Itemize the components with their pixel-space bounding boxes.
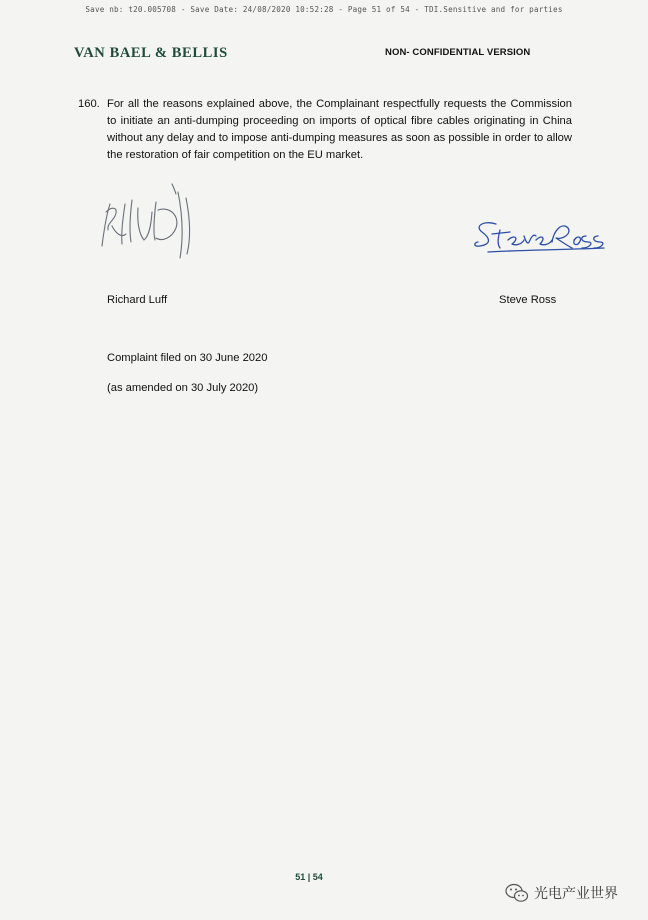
- steve-ross-signature: [470, 216, 610, 256]
- richard-luff-signature: [92, 182, 204, 266]
- signatory-name-steve-ross: Steve Ross: [499, 294, 557, 306]
- wechat-watermark: [505, 880, 618, 906]
- paragraph-160: [78, 96, 572, 164]
- paragraph-number: 160.: [78, 98, 100, 110]
- save-info-line: Save nb: t20.005708 - Save Date: 24/08/2020 10:52:28 - Page 51 of 54 - TDI.Sensitive and for parties: [85, 5, 563, 14]
- signatory-name-richard-luff: Richard Luff: [107, 294, 168, 306]
- watermark-text: 光电产业世界: [534, 886, 618, 902]
- paragraph-text: For all the reasons explained above, the Complainant respectfully requests the Commission to initiate an anti-dumping proceeding on imports of optical fibre cables originating in China without any delay and to impose anti-dumping measures as soon as possible in order to allow the restoration of fair competition on the EU market.: [107, 98, 572, 161]
- amendment-date: (as amended on 30 July 2020): [107, 382, 259, 394]
- page-number: 51 | 54: [295, 872, 323, 882]
- filing-date: Complaint filed on 30 June 2020: [107, 352, 268, 364]
- firm-name: VAN BAEL & BELLIS: [74, 45, 228, 61]
- confidentiality-label: NON- CONFIDENTIAL VERSION: [385, 47, 531, 58]
- wechat-icon: [505, 882, 529, 904]
